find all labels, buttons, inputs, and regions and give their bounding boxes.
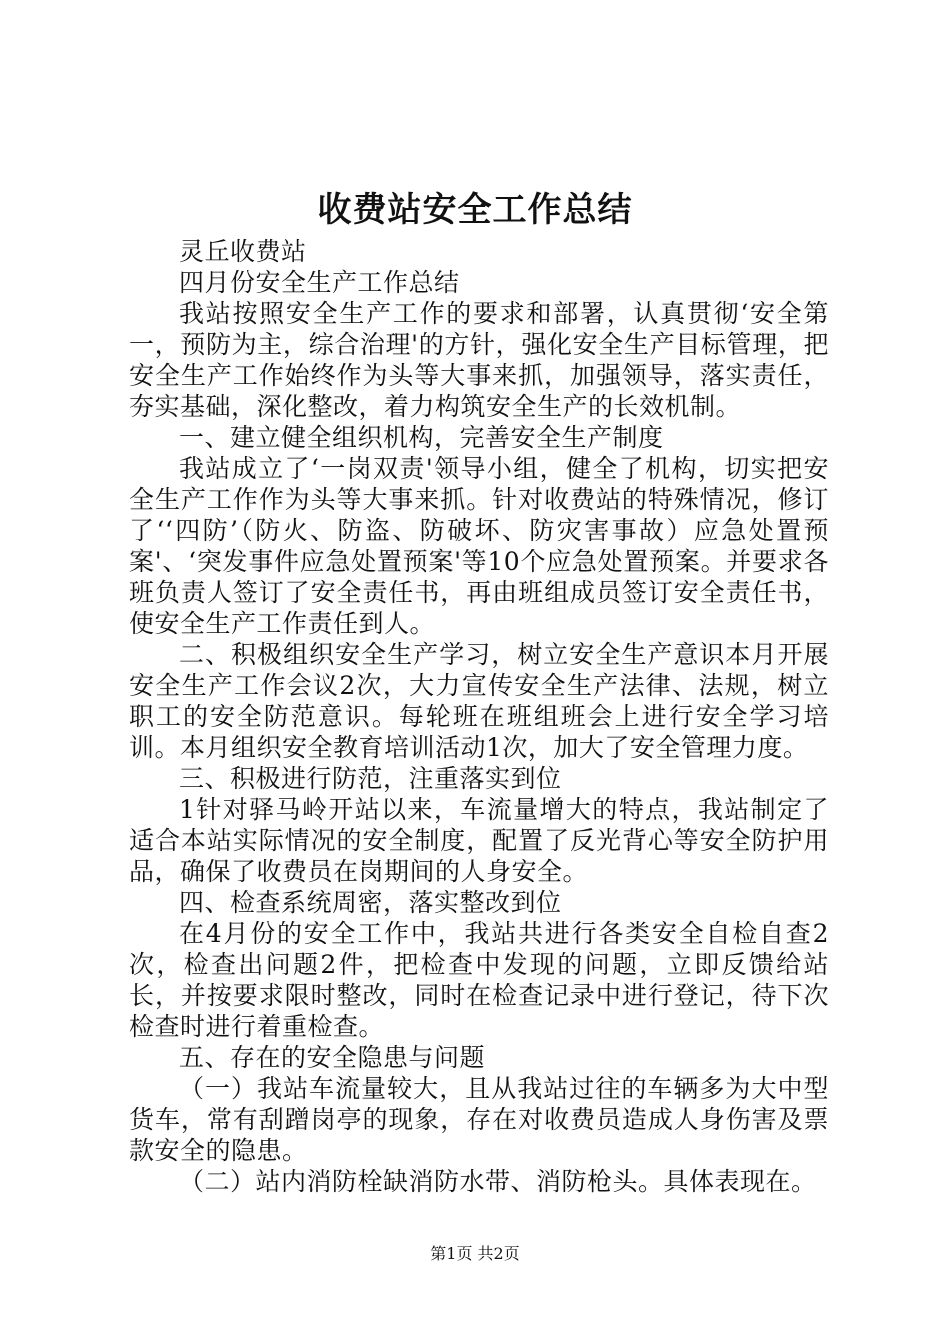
paragraph: （一）我站车流量较大，且从我站过往的车辆多为大中型货车，常有刮蹭岗亭的现象，存在对收费员造成人身伤害及票款安全的隐患。 bbox=[129, 1074, 829, 1165]
paragraph: 我站按照安全生产工作的要求和部署，认真贯彻‘安全第一，预防为主，综合治理'的方针，强化安全生产目标管理，把安全生产工作始终作为头等大事来抓，加强领导，落实责任，夯实基础，深化整改，着力构筑安全生产的长效机制。 bbox=[129, 299, 829, 421]
document-title: 收费站安全工作总结 bbox=[317, 190, 633, 230]
section-heading: 三、积极进行防范，注重落实到位 bbox=[179, 764, 562, 793]
paragraph: 二、积极组织安全生产学习，树立安全生产意识本月开展安全生产工作会议2次，大力宣传安全生产法律、法规，树立职工的安全防范意识。每轮班在班组班会上进行安全学习培训。本月组织安全教育培训活动1次，加大了安全管理力度。 bbox=[129, 640, 829, 762]
section-heading: 五、存在的安全隐患与问题 bbox=[179, 1043, 486, 1072]
section-heading: 一、建立健全组织机构，完善安全生产制度 bbox=[179, 423, 664, 452]
paragraph: 1针对驿马岭开站以来，车流量增大的特点，我站制定了适合本站实际情况的安全制度，配置了反光背心等安全防护用品，确保了收费员在岗期间的人身安全。 bbox=[129, 795, 829, 886]
paragraph: 在4月份的安全工作中，我站共进行各类安全自检自查2次，检查出问题2件，把检查中发现的问题，立即反馈给站长，并按要求限时整改，同时在检查记录中进行登记，待下次检查时进行着重检查。 bbox=[129, 919, 829, 1041]
page-number-footer: 第1页 共2页 bbox=[430, 1244, 520, 1263]
paragraph: （二）站内消防栓缺消防水带、消防枪头。具体表现在。 bbox=[179, 1167, 817, 1196]
document-body bbox=[129, 236, 829, 1197]
section-heading: 四、检查系统周密，落实整改到位 bbox=[179, 888, 562, 917]
paragraph: 我站成立了‘一岗双责'领导小组，健全了机构，切实把安全生产工作作为头等大事来抓。针对收费站的特殊情况，修订了‘‘四防’（防火、防盗、防破坏、防灾害事故）应急处置预案'、‘突发事件应急处置预案'等10个应急处置预案。并要求各班负责人签订了安全责任书，再由班组成员签订安全责任书，使安全生产工作责任到人。 bbox=[129, 454, 829, 638]
paragraph: 四月份安全生产工作总结 bbox=[179, 268, 460, 297]
paragraph: 灵丘收费站 bbox=[179, 237, 307, 266]
